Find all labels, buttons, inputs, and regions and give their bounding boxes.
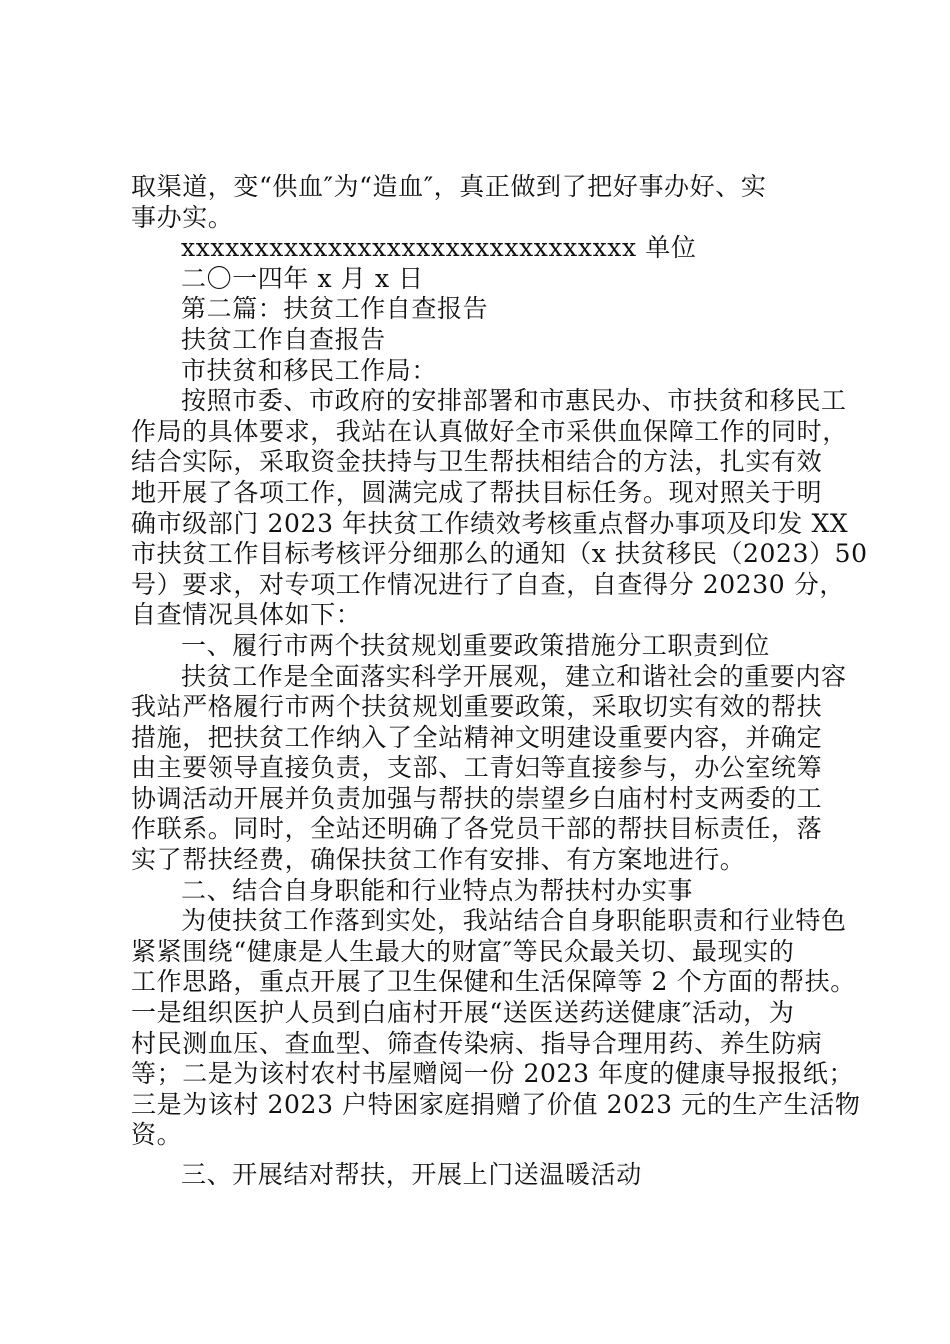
body-line: 作联系。同时，全站还明确了各党员干部的帮扶目标责任，落 bbox=[131, 814, 823, 844]
addressee: 市扶贫和移民工作局： bbox=[181, 355, 438, 385]
body-line: 为使扶贫工作落到实处，我站结合自身职能职责和行业特色 bbox=[181, 906, 847, 936]
body-line: 扶贫工作是全面落实科学开展观，建立和谐社会的重要内容 bbox=[181, 661, 847, 691]
body-line: 地开展了各项工作，圆满完成了帮扶目标任务。现对照关于明 bbox=[131, 477, 823, 507]
body-line: 市扶贫工作目标考核评分细那么的通知（x 扶贫移民（2023）50 bbox=[131, 539, 868, 569]
body-line: 自查情况具体如下： bbox=[131, 600, 362, 630]
body-line: 村民测血压、查血型、筛查传染病、指导合理用药、养生防病 bbox=[131, 1028, 823, 1058]
body-line: 我站严格履行市两个扶贫规划重要政策，采取切实有效的帮扶 bbox=[131, 692, 823, 722]
body-line: 紧紧围绕“健康是人生最大的财富″等民众最关切、最现实的 bbox=[131, 936, 795, 966]
body-line: 资。 bbox=[131, 1120, 183, 1150]
section-heading-1: 一、履行市两个扶贫规划重要政策措施分工职责到位 bbox=[181, 630, 770, 660]
body-line: 确市级部门 2023 年扶贫工作绩效考核重点督办事项及印发 XX bbox=[131, 508, 849, 538]
document-body bbox=[131, 172, 868, 1191]
body-line: 结合实际，采取资金扶持与卫生帮扶相结合的方法，扎实有效 bbox=[131, 447, 823, 477]
section-heading-3: 三、开展结对帮扶，开展上门送温暖活动 bbox=[181, 1160, 642, 1189]
body-line: 措施，把扶贫工作纳入了全站精神文明建设重要内容，并确定 bbox=[131, 722, 823, 752]
report-title: 扶贫工作自查报告 bbox=[181, 324, 386, 354]
body-line: 等；二是为该村农村书屋赠阅一份 2023 年度的健康导报报纸； bbox=[131, 1059, 855, 1089]
body-line: 工作思路，重点开展了卫生保健和生活保障等 2 个方面的帮扶。 bbox=[131, 967, 856, 997]
body-line: 按照市委、市政府的安排部署和市惠民办、市扶贫和移民工 bbox=[181, 386, 847, 416]
body-line: 事办实。 bbox=[131, 202, 234, 232]
body-line: 一是组织医护人员到白庙村开展“送医送药送健康″活动，为 bbox=[131, 998, 795, 1028]
body-line: 取渠道，变“供血″为“造血″，真正做到了把好事办好、实 bbox=[131, 172, 767, 201]
section-heading-2: 二、结合自身职能和行业特点为帮扶村办实事 bbox=[181, 875, 694, 905]
body-line: 由主要领导直接负责，支部、工青妇等直接参与，办公室统筹 bbox=[131, 753, 823, 783]
organization-signature: xxxxxxxxxxxxxxxxxxxxxxxxxxxxxxx 单位 bbox=[181, 233, 697, 263]
chapter-title: 第二篇：扶贫工作自查报告 bbox=[181, 294, 489, 324]
signature-date: 二〇一四年 x 月 x 日 bbox=[181, 263, 424, 293]
body-line: 号）要求，对专项工作情况进行了自查，自查得分 20230 分， bbox=[131, 569, 846, 599]
body-line: 作局的具体要求，我站在认真做好全市采供血保障工作的同时， bbox=[131, 416, 848, 446]
body-line: 实了帮扶经费，确保扶贫工作有安排、有方案地进行。 bbox=[131, 845, 746, 875]
body-line: 协调活动开展并负责加强与帮扶的崇望乡白庙村村支两委的工 bbox=[131, 783, 823, 813]
body-line: 三是为该村 2023 户特困家庭捐赠了价值 2023 元的生产生活物 bbox=[131, 1089, 861, 1119]
